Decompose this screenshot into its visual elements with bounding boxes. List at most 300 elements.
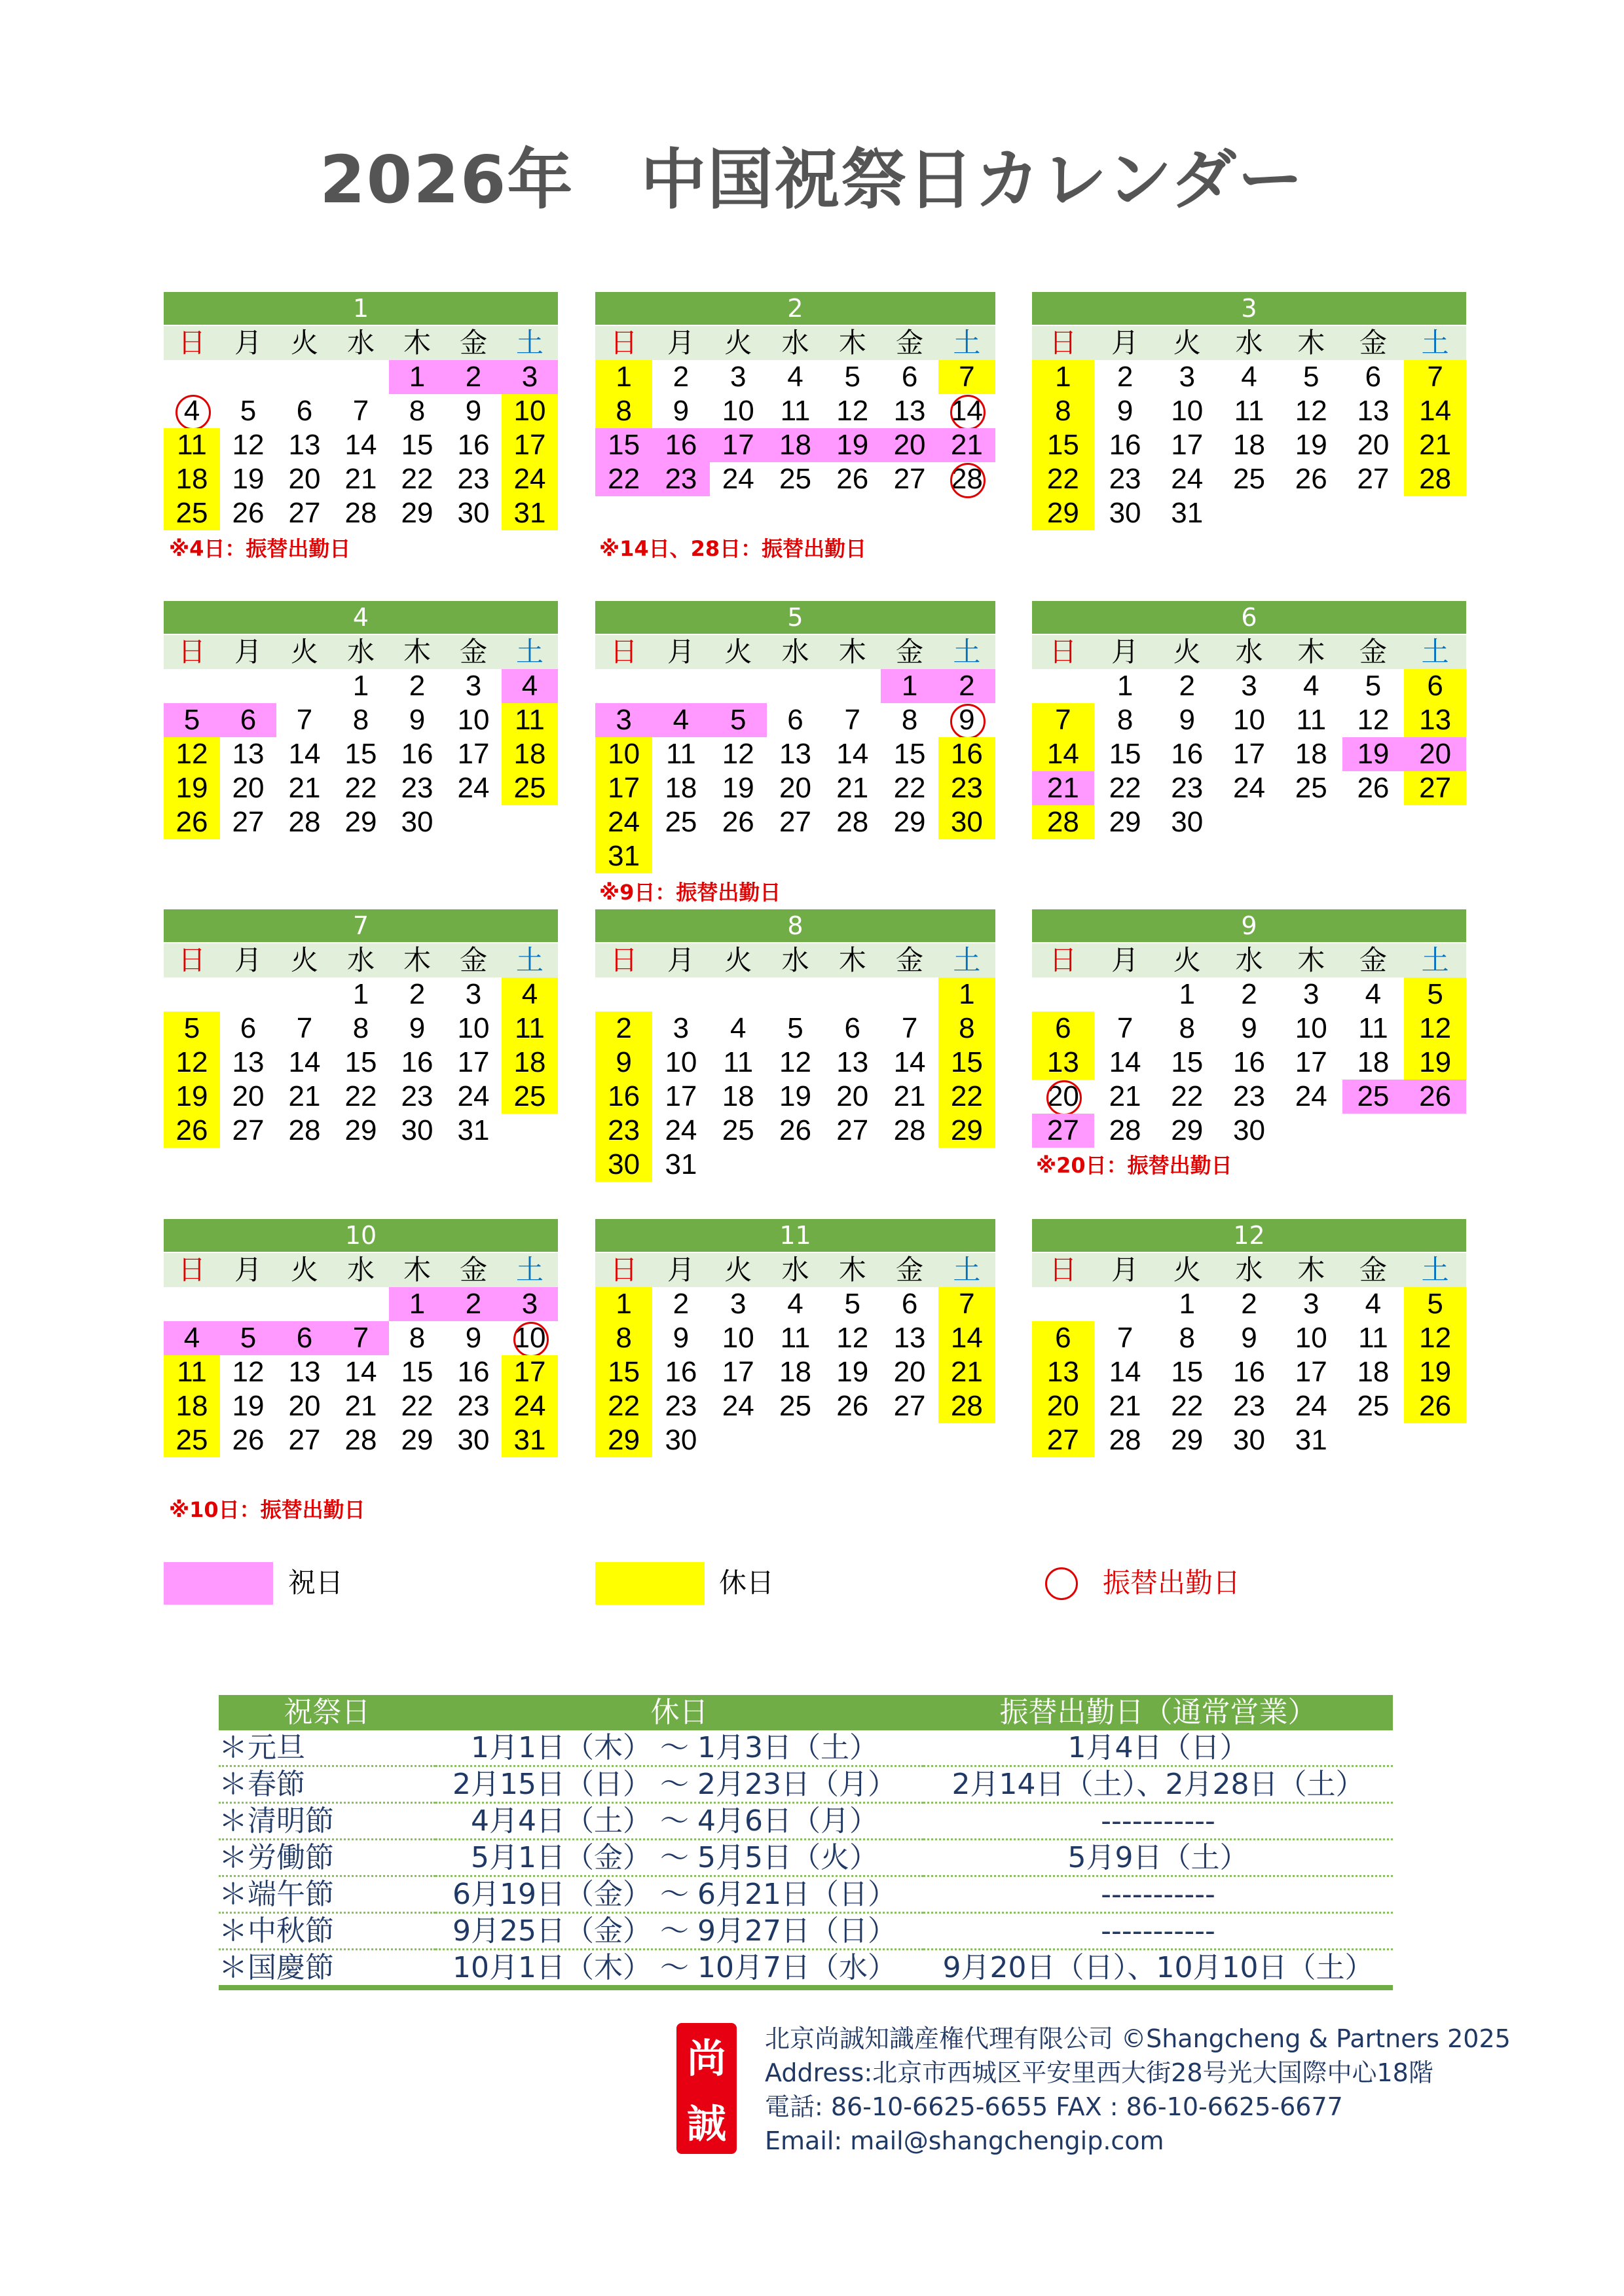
- weekday-label: 水: [1235, 636, 1263, 668]
- day-cell-holiday: 1: [389, 1287, 445, 1321]
- weekday-label: 月: [667, 327, 695, 359]
- day-cell: 13: [779, 738, 811, 770]
- day-cell: 3: [1302, 978, 1320, 1010]
- day-cell-holiday: 7: [333, 1321, 389, 1355]
- day-cell: 13: [893, 1322, 926, 1354]
- day-cell-rest: 8: [595, 394, 652, 428]
- days-grid: [1032, 360, 1466, 530]
- day-cell-rest: 27: [1404, 771, 1466, 805]
- day-cell-rest: 10: [595, 737, 652, 771]
- month-calendar-8: [595, 909, 995, 1182]
- day-cell: 21: [344, 463, 377, 495]
- day-cell: 4: [729, 1012, 747, 1044]
- weekday-label: 月: [234, 944, 262, 976]
- weekday-label: 水: [1235, 944, 1263, 976]
- day-cell-rest: 7: [1404, 360, 1466, 394]
- day-cell: 17: [1295, 1356, 1327, 1388]
- tilde: ～: [660, 1804, 689, 1838]
- weekday-label: 木: [1297, 944, 1325, 976]
- empty-cell: [881, 977, 938, 1011]
- empty-cell: [276, 977, 333, 1011]
- day-cell-holiday: 21: [938, 428, 995, 462]
- day-cell: 16: [401, 738, 434, 770]
- day-cell-rest: 6: [1032, 1321, 1094, 1355]
- rest-period: [435, 1913, 923, 1950]
- day-cell-workday: 4: [164, 394, 220, 428]
- days-grid: [164, 977, 558, 1148]
- day-cell-rest: 18: [502, 1046, 558, 1080]
- days-grid: [164, 669, 558, 839]
- empty-cell: [164, 360, 220, 394]
- month-header: 1: [164, 292, 558, 325]
- day-cell: 31: [1295, 1424, 1327, 1456]
- day-cell: 24: [1295, 1390, 1327, 1422]
- day-cell: 2: [1179, 670, 1196, 702]
- day-cell-rest: 18: [164, 1389, 220, 1423]
- day-cell-rest: 14: [1032, 737, 1094, 771]
- day-cell-holiday: 18: [767, 428, 824, 462]
- rest-from: 4月4日（土）: [471, 1804, 652, 1838]
- day-cell: 13: [232, 738, 265, 770]
- day-cell: 19: [232, 463, 265, 495]
- month-calendar-2: [595, 292, 995, 496]
- day-cell-rest: 7: [938, 360, 995, 394]
- weekday-label: 月: [667, 1254, 695, 1286]
- day-cell: 17: [722, 1356, 754, 1388]
- day-cell: 23: [457, 1390, 490, 1422]
- month-header: 6: [1032, 601, 1466, 634]
- day-cell: 15: [1171, 1046, 1204, 1078]
- day-cell: 9: [465, 395, 482, 427]
- rest-period: [435, 1766, 923, 1803]
- weekday-label: 水: [346, 944, 375, 976]
- weekday-label: 金: [896, 1254, 924, 1286]
- day-cell: 7: [1116, 1012, 1134, 1044]
- day-cell: 6: [240, 1012, 257, 1044]
- workday-dates: -----------: [923, 1876, 1393, 1913]
- weekday-row: [595, 1253, 995, 1287]
- day-cell-rest: 26: [164, 805, 220, 839]
- table-header-row: [219, 1695, 1393, 1730]
- weekday-label: 土: [1421, 1254, 1449, 1286]
- day-cell: 21: [893, 1080, 926, 1112]
- day-cell-rest: 26: [1404, 1389, 1466, 1423]
- day-cell: 28: [288, 806, 321, 838]
- day-cell-rest: 17: [502, 1355, 558, 1389]
- day-cell: 24: [665, 1114, 697, 1146]
- day-cell: 19: [232, 1390, 265, 1422]
- month-calendar-5: [595, 601, 995, 873]
- day-cell: 20: [1357, 429, 1390, 461]
- day-cell: 26: [779, 1114, 811, 1146]
- table-row: [219, 1876, 1393, 1913]
- day-cell: 18: [1233, 429, 1265, 461]
- day-cell: 24: [457, 1080, 490, 1112]
- weekday-label: 日: [1049, 1254, 1077, 1286]
- day-cell: 13: [893, 395, 926, 427]
- day-cell: 23: [665, 1390, 697, 1422]
- weekday-label: 金: [459, 636, 487, 668]
- day-cell-rest: 21: [1404, 428, 1466, 462]
- day-cell: 2: [1241, 1288, 1257, 1320]
- weekday-label: 土: [515, 1254, 544, 1286]
- weekday-label: 月: [234, 327, 262, 359]
- day-cell: 11: [1234, 395, 1264, 427]
- day-cell: 1: [1116, 670, 1134, 702]
- day-cell: 1: [352, 670, 369, 702]
- weekday-label: 土: [953, 944, 981, 976]
- weekday-label: 月: [667, 636, 695, 668]
- page-title: 2026年 中国祝祭日カレンダー: [320, 141, 1304, 218]
- day-cell: 24: [457, 772, 490, 804]
- day-cell-rest: 13: [1404, 703, 1466, 737]
- weekday-label: 土: [953, 1254, 981, 1286]
- day-cell: 17: [1233, 738, 1265, 770]
- day-cell-rest: 14: [1404, 394, 1466, 428]
- month-calendar-9: [1032, 909, 1466, 1148]
- day-cell-rest: 12: [164, 1046, 220, 1080]
- day-cell: 29: [1171, 1424, 1204, 1456]
- day-cell-rest: 7: [938, 1287, 995, 1321]
- day-cell: 9: [1179, 704, 1196, 736]
- day-cell-rest: 9: [595, 1046, 652, 1080]
- day-cell: 15: [1171, 1356, 1204, 1388]
- day-cell-rest: 30: [938, 805, 995, 839]
- day-cell: 14: [893, 1046, 926, 1078]
- day-cell: 16: [665, 1356, 697, 1388]
- day-cell: 14: [288, 1046, 321, 1078]
- day-cell: 16: [1171, 738, 1204, 770]
- day-cell: 22: [1109, 772, 1141, 804]
- day-cell: 22: [344, 772, 377, 804]
- day-cell: 20: [779, 772, 811, 804]
- month-calendar-1: [164, 292, 558, 530]
- workday-dates: -----------: [923, 1913, 1393, 1950]
- day-cell-holiday: 4: [502, 669, 558, 703]
- day-cell-holiday: 27: [1032, 1114, 1094, 1148]
- day-cell: 15: [893, 738, 926, 770]
- day-cell: 21: [344, 1390, 377, 1422]
- day-cell: 7: [901, 1012, 918, 1044]
- rest-to: 4月6日（月）: [697, 1804, 878, 1838]
- day-cell: 8: [409, 395, 426, 427]
- day-cell-rest: 29: [595, 1423, 652, 1457]
- holiday-name: ＊清明節: [219, 1803, 435, 1840]
- day-cell: 26: [232, 497, 265, 529]
- day-cell: 17: [457, 738, 490, 770]
- day-cell: 21: [1109, 1080, 1141, 1112]
- day-cell: 12: [836, 1322, 869, 1354]
- empty-cell: [220, 1287, 276, 1321]
- day-cell: 25: [1233, 463, 1265, 495]
- workday-dates: 9月20日（日）、10月10日（土）: [923, 1950, 1393, 1988]
- day-cell: 10: [457, 1012, 490, 1044]
- weekday-label: 日: [177, 636, 206, 668]
- weekday-label: 水: [781, 944, 809, 976]
- day-cell-rest: 10: [502, 394, 558, 428]
- day-cell: 21: [1109, 1390, 1141, 1422]
- day-cell: 16: [457, 429, 490, 461]
- weekday-label: 水: [1235, 327, 1263, 359]
- day-cell-holiday: 3: [502, 360, 558, 394]
- day-cell: 15: [1109, 738, 1141, 770]
- day-cell: 27: [288, 1424, 321, 1456]
- day-cell: 12: [232, 429, 265, 461]
- day-cell: 17: [1295, 1046, 1327, 1078]
- day-cell: 13: [836, 1046, 869, 1078]
- weekday-label: 土: [953, 636, 981, 668]
- days-grid: [1032, 669, 1466, 839]
- day-cell: 14: [1109, 1046, 1141, 1078]
- day-cell-holiday: 2: [445, 1287, 502, 1321]
- weekday-label: 金: [896, 636, 924, 668]
- day-cell-rest: 28: [1032, 805, 1094, 839]
- day-cell: 28: [836, 806, 869, 838]
- day-cell: 25: [1357, 1390, 1390, 1422]
- weekday-label: 火: [1173, 636, 1201, 668]
- day-cell-rest: 24: [502, 1389, 558, 1423]
- weekday-label: 木: [838, 636, 866, 668]
- day-cell: 8: [1116, 704, 1134, 736]
- day-cell: 9: [1241, 1322, 1257, 1354]
- day-cell: 29: [401, 497, 434, 529]
- day-cell-rest: 19: [164, 771, 220, 805]
- days-grid: [1032, 1287, 1466, 1457]
- weekday-label: 木: [838, 1254, 866, 1286]
- day-cell: 25: [779, 1390, 811, 1422]
- day-cell: 4: [787, 1288, 803, 1320]
- note-october: ※10日：振替出勤日: [169, 1497, 365, 1522]
- weekday-label: 木: [403, 636, 431, 668]
- empty-cell: [710, 977, 767, 1011]
- day-cell: 12: [836, 395, 869, 427]
- day-cell: 27: [779, 806, 811, 838]
- holiday-name: ＊元旦: [219, 1730, 435, 1766]
- day-cell: 4: [1365, 1288, 1382, 1320]
- weekday-label: 木: [1297, 1254, 1325, 1286]
- day-cell: 3: [465, 978, 482, 1010]
- day-cell: 9: [409, 1012, 426, 1044]
- day-cell-rest: 4: [502, 977, 558, 1011]
- day-cell: 13: [232, 1046, 265, 1078]
- empty-cell: [220, 360, 276, 394]
- rest-from: 9月25日（金）: [452, 1914, 652, 1948]
- day-cell: 17: [1171, 429, 1204, 461]
- holiday-name: ＊中秋節: [219, 1913, 435, 1950]
- rest-period: [435, 1840, 923, 1876]
- rest-to: 1月3日（土）: [697, 1730, 878, 1764]
- day-cell: 11: [1358, 1012, 1388, 1044]
- day-cell: 11: [723, 1046, 754, 1078]
- day-cell: 17: [665, 1080, 697, 1112]
- day-cell: 7: [1116, 1322, 1134, 1354]
- day-cell-holiday: 25: [1342, 1080, 1405, 1114]
- weekday-label: 日: [610, 636, 638, 668]
- day-cell: 12: [722, 738, 754, 770]
- day-cell: 11: [780, 1322, 811, 1354]
- day-cell: 31: [457, 1114, 490, 1146]
- day-cell: 14: [344, 429, 377, 461]
- day-cell: 27: [232, 1114, 265, 1146]
- weekday-label: 土: [515, 636, 544, 668]
- note-may: ※9日：振替出勤日: [599, 880, 781, 905]
- day-cell: 2: [409, 670, 426, 702]
- empty-cell: [710, 669, 767, 703]
- month-header: 5: [595, 601, 995, 634]
- day-cell-rest: 25: [502, 771, 558, 805]
- rest-from: 6月19日（金）: [452, 1877, 652, 1911]
- day-cell: 5: [1365, 670, 1382, 702]
- day-cell-rest: 27: [1032, 1423, 1094, 1457]
- day-cell: 3: [1179, 361, 1196, 393]
- weekday-label: 土: [953, 327, 981, 359]
- day-cell: 8: [352, 1012, 369, 1044]
- weekday-label: 水: [781, 636, 809, 668]
- day-cell: 10: [722, 1322, 754, 1354]
- company-phone-fax: 電話: 86-10-6625-6655 FAX : 86-10-6625-6677: [765, 2092, 1343, 2121]
- day-cell: 10: [1295, 1012, 1327, 1044]
- day-cell: 3: [1302, 1288, 1320, 1320]
- day-cell-rest: 24: [502, 462, 558, 496]
- month-calendar-11: [595, 1219, 995, 1457]
- empty-cell: [276, 1287, 333, 1321]
- day-cell: 7: [296, 1012, 313, 1044]
- empty-cell: [333, 1287, 389, 1321]
- day-cell: 1: [1179, 1288, 1196, 1320]
- rest-to: 9月27日（日）: [697, 1914, 896, 1948]
- day-cell: 11: [1358, 1322, 1388, 1354]
- day-cell: 10: [722, 395, 754, 427]
- weekday-label: 木: [838, 944, 866, 976]
- weekday-label: 木: [403, 944, 431, 976]
- rest-period: [435, 1950, 923, 1988]
- day-cell: 22: [1171, 1080, 1204, 1112]
- day-cell: 23: [457, 463, 490, 495]
- table-row: [219, 1913, 1393, 1950]
- day-cell: 20: [232, 772, 265, 804]
- day-cell-rest: 1: [595, 360, 652, 394]
- day-cell: 28: [288, 1114, 321, 1146]
- month-calendar-4: [164, 601, 558, 839]
- days-grid: [1032, 977, 1466, 1148]
- day-cell: 29: [344, 1114, 377, 1146]
- day-cell-rest: 23: [938, 771, 995, 805]
- day-cell: 12: [779, 1046, 811, 1078]
- day-cell-rest: 14: [938, 1321, 995, 1355]
- day-cell: 27: [836, 1114, 869, 1146]
- day-cell-holiday: 19: [824, 428, 881, 462]
- legend-rest-swatch: [595, 1562, 705, 1605]
- day-cell: 23: [1109, 463, 1141, 495]
- day-cell: 11: [666, 738, 696, 770]
- day-cell: 7: [844, 704, 861, 736]
- rest-to: 6月21日（日）: [697, 1877, 896, 1911]
- day-cell-rest: 15: [1032, 428, 1094, 462]
- day-cell: 2: [673, 1288, 690, 1320]
- day-cell: 6: [1365, 361, 1382, 393]
- day-cell-holiday: 1: [881, 669, 938, 703]
- day-cell: 28: [1109, 1114, 1141, 1146]
- day-cell-holiday: 4: [164, 1321, 220, 1355]
- rest-from: 10月1日（木）: [452, 1950, 652, 1984]
- day-cell-rest: 12: [1404, 1011, 1466, 1046]
- day-cell-workday: 28: [938, 462, 995, 496]
- day-cell-holiday: 6: [276, 1321, 333, 1355]
- day-cell-rest: 18: [502, 737, 558, 771]
- legend-holiday-label: 祝日: [288, 1567, 344, 1599]
- day-cell-rest: 22: [595, 1389, 652, 1423]
- day-cell: 29: [1109, 806, 1141, 838]
- workday-dates: 1月4日（日）: [923, 1730, 1393, 1766]
- empty-cell: [652, 977, 709, 1011]
- day-cell: 3: [729, 1288, 747, 1320]
- month-header: 10: [164, 1219, 558, 1252]
- day-cell: 14: [288, 738, 321, 770]
- day-cell: 8: [1179, 1012, 1196, 1044]
- day-cell: 22: [1171, 1390, 1204, 1422]
- header-workdays: 振替出勤日（通常営業）: [923, 1695, 1393, 1730]
- day-cell: 29: [344, 806, 377, 838]
- day-cell-rest: 12: [1404, 1321, 1466, 1355]
- weekday-label: 火: [724, 944, 752, 976]
- rest-from: 5月1日（金）: [471, 1840, 652, 1874]
- weekday-row: [1032, 1253, 1466, 1287]
- day-cell: 22: [401, 463, 434, 495]
- day-cell-holiday: 23: [652, 462, 709, 496]
- weekday-label: 日: [177, 944, 206, 976]
- day-cell: 10: [1171, 395, 1204, 427]
- empty-cell: [333, 360, 389, 394]
- day-cell: 19: [779, 1080, 811, 1112]
- rest-from: 1月1日（木）: [471, 1730, 652, 1764]
- day-cell: 26: [722, 806, 754, 838]
- header-rest-period: 休日: [435, 1695, 923, 1730]
- day-cell-rest: 24: [595, 805, 652, 839]
- day-cell-rest: 8: [595, 1321, 652, 1355]
- weekday-label: 金: [459, 1254, 487, 1286]
- day-cell: 10: [1233, 704, 1265, 736]
- day-cell: 4: [787, 361, 803, 393]
- day-cell: 18: [1357, 1356, 1390, 1388]
- tilde: ～: [660, 1767, 689, 1801]
- rest-period: [435, 1803, 923, 1840]
- empty-cell: [276, 360, 333, 394]
- day-cell: 4: [1365, 978, 1382, 1010]
- day-cell-rest: 28: [1404, 462, 1466, 496]
- day-cell: 30: [401, 1114, 434, 1146]
- weekday-label: 日: [1049, 327, 1077, 359]
- weekday-label: 土: [1421, 944, 1449, 976]
- empty-cell: [1032, 669, 1094, 703]
- rest-to: 10月7日（水）: [697, 1950, 896, 1984]
- day-cell: 19: [722, 772, 754, 804]
- day-cell-rest: 15: [595, 1355, 652, 1389]
- day-cell-rest: 16: [938, 737, 995, 771]
- weekday-row: [164, 635, 558, 669]
- day-cell-rest: 29: [1032, 496, 1094, 530]
- note-january: ※4日：振替出勤日: [169, 536, 351, 561]
- table-row: [219, 1840, 1393, 1876]
- weekday-label: 金: [896, 944, 924, 976]
- day-cell: 30: [1233, 1424, 1265, 1456]
- weekday-label: 月: [667, 944, 695, 976]
- day-cell: 10: [665, 1046, 697, 1078]
- holiday-name: ＊端午節: [219, 1876, 435, 1913]
- day-cell: 21: [288, 1080, 321, 1112]
- day-cell: 6: [787, 704, 803, 736]
- weekday-label: 日: [610, 944, 638, 976]
- day-cell: 22: [344, 1080, 377, 1112]
